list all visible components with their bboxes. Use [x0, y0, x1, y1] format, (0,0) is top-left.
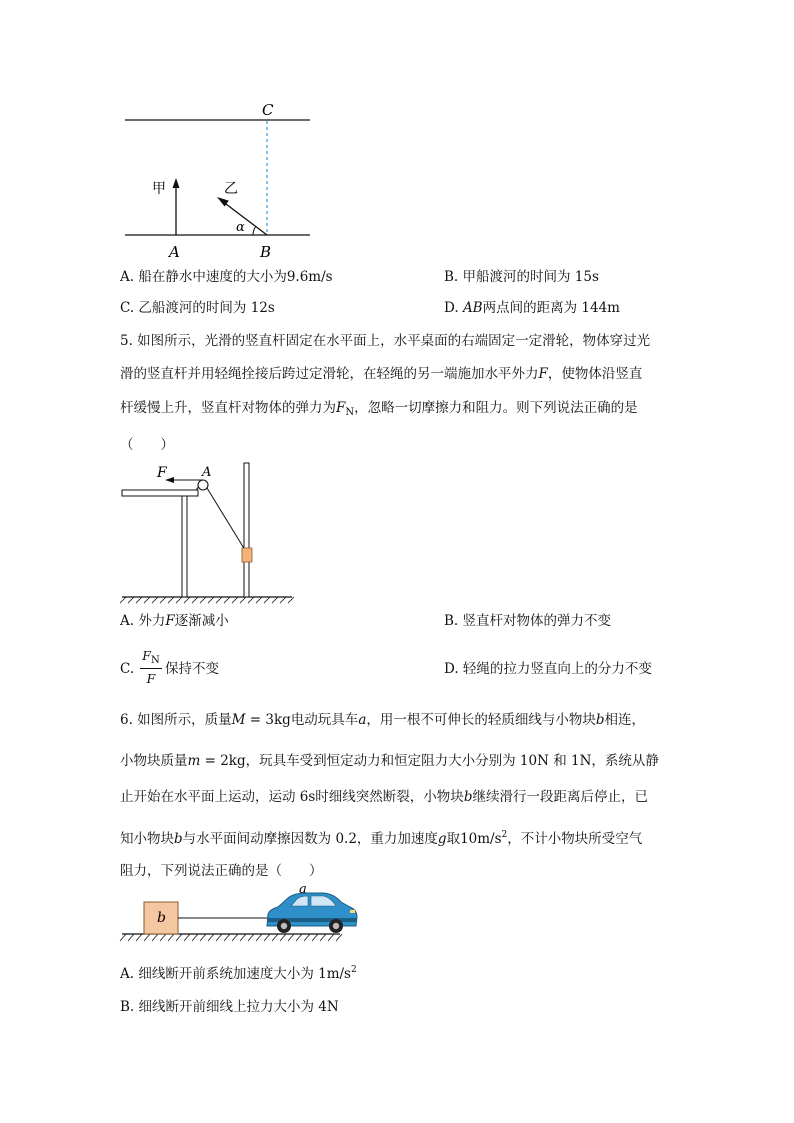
q5-stem-line3: 杆缓慢上升，竖直杆对物体的弹力为$F_N$，忽略一切摩擦力和阻力。则下列说法正确的是 [120, 400, 638, 418]
fig-label-a: a [299, 882, 307, 897]
label-yi: 乙 [224, 181, 238, 197]
q5-option-c-text: 保持不变 [165, 661, 219, 677]
fig-label-f: F [157, 465, 167, 481]
label-b: B [260, 243, 272, 261]
q6-stem-line1: 6. 如图所示，质量M = 3kg电动玩具车a，用一根不可伸长的轻质细线与小物块b相连， [120, 712, 646, 728]
fig-label-b: b [157, 910, 166, 926]
q6-option-a: A. 细线断开前系统加速度大小为 $1m/s^2$ [120, 965, 357, 982]
label-c: C [262, 101, 274, 119]
q6-stem-line5: 阻力，下列说法正确的是（ ） [120, 863, 323, 879]
q5-option-a: A. 外力F逐渐减小 [120, 613, 229, 629]
q5-stem-line1: 5. 如图所示，光滑的竖直杆固定在水平面上，水平桌面的右端固定一定滑轮，物体穿过光 [120, 333, 651, 349]
q4-option-a: A. 船在静水中速度的大小为9.6m/s [120, 269, 333, 285]
q4-option-d: D. AB两点间的距离为 144m [444, 300, 620, 316]
label-alpha: α [236, 220, 245, 235]
q4-option-c: C. 乙船渡河的时间为 12s [120, 300, 275, 316]
q6-option-b: B. 细线断开前细线上拉力大小为 4N [120, 999, 339, 1015]
q6-stem-line4: 知小物块b与水平面间动摩擦因数为 0.2，重力加速度g取$10m/s^2$，不计小物块所受空气 [120, 830, 643, 847]
q4-option-b: B. 甲船渡河的时间为 15s [444, 269, 599, 285]
q5-option-b: B. 竖直杆对物体的弹力不变 [444, 613, 612, 629]
fig-label-a: A [202, 465, 212, 480]
q6-stem-line2: 小物块质量m = 2kg，玩具车受到恒定动力和恒定阻力大小分别为 10N 和 1N，系统从静 [120, 753, 659, 769]
label-jia: 甲 [152, 181, 166, 197]
q5-stem-line2: 滑的竖直杆并用轻绳拴接后跨过定滑轮，在轻绳的另一端施加水平外力F，使物体沿竖直 [120, 366, 643, 382]
q5-option-c-label: C. [120, 661, 135, 677]
label-a: A [169, 243, 180, 261]
q6-stem-line3: 止开始在水平面上运动，运动 6s时细线突然断裂，小物块b继续滑行一段距离后停止，已 [120, 789, 648, 805]
q5-option-d: D. 轻绳的拉力竖直向上的分力不变 [444, 661, 652, 677]
q5-option-c-fraction: $F_N$ F [140, 648, 162, 686]
q5-answer-paren: （ ） [120, 437, 174, 453]
